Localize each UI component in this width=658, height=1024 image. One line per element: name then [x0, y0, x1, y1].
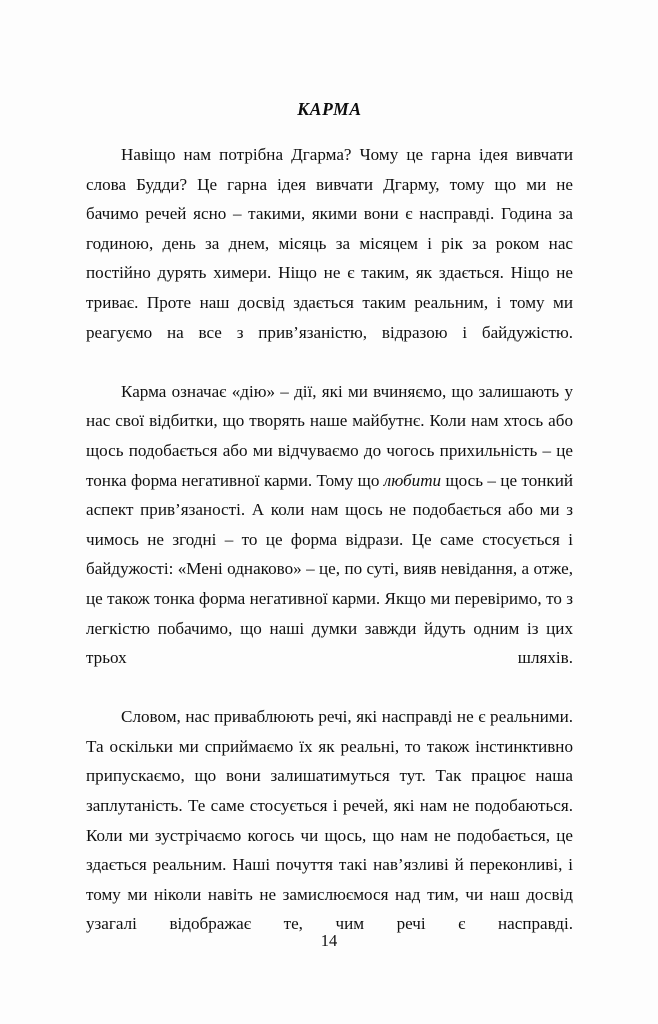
paragraph-1-text: Навіщо нам потрібна Дгарма? Чому це гарна ідея вивчати слова Будди? Це гарна ідея вивчати Дгарму, тому що ми не бачимо речей ясно – такими, якими вони є насправді. Година за годиною, день за днем, місяць за місяцем і рік за роком нас постійно дурять химери. Ніщо не є таким, як здається. Ніщо не триває. Проте наш досвід здається таким реальним, і тому ми реагуємо на все з прив’язаністю, відразою і байдужістю. [86, 145, 573, 342]
paragraph-1 [86, 140, 573, 377]
paragraph-2-text-after-italic: щось – це тонкий аспект прив’язаності. А коли нам щось не подобається або ми з чимось не згодні – то це форма відрази. Це саме стосується і байдужості: «Мені однаково» – це, по суті, вияв невідання, а отже, це також тонка форма негативної карми. Якщо ми перевіримо, то з легкістю побачимо, що наші думки завжди йдуть одним із цих трьох шляхів. [86, 470, 574, 668]
paragraph-2 [86, 377, 573, 703]
paragraph-3 [86, 702, 573, 968]
paragraph-2-emphasis: любити [383, 470, 442, 490]
body-text [86, 140, 573, 969]
chapter-title: КАРМА [297, 99, 362, 119]
page-number: 14 [320, 931, 338, 950]
paragraph-2-text-before-italic: Карма означає «дію» – дії, які ми вчиняємо, що залишають у нас свої відбитки, що творять наше майбутнє. Коли нам хтось або щось подобається або ми відчуваємо до чогось прихильність – це тонка форма негативної карми. Тому що [86, 381, 573, 490]
paragraph-3-text: Словом, нас приваблюють речі, які насправді не є реальними. Та оскільки ми сприймаємо їх як реальні, то також інстинктивно припускаємо, що вони залишатимуться тут. Так працює наша заплутаність. Те саме стосується і речей, які нам не подобаються. Коли ми зустрічаємо когось чи щось, що нам не подобається, це здається реальним. Наші почуття такі нав’язливі й переконливі, і тому ми ніколи навіть не замислюємося над тим, чи наш досвід узагалі відображає те, чим речі є насправді. [86, 707, 573, 934]
